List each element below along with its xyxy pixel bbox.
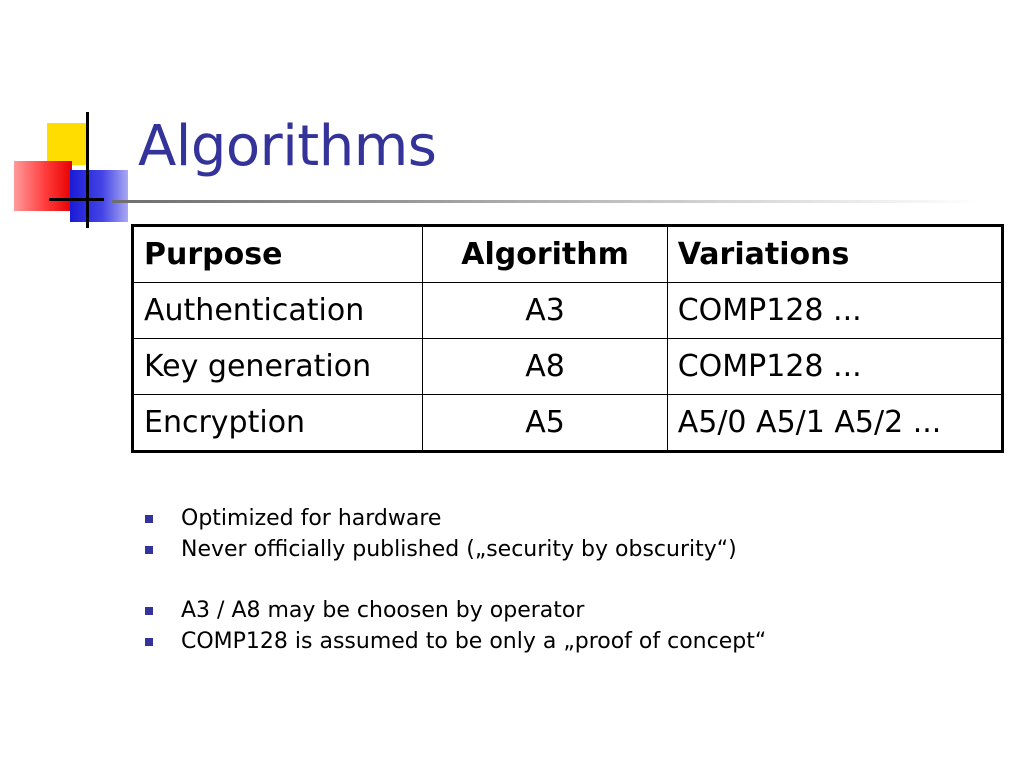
list-item — [144, 503, 1004, 534]
list-item — [144, 534, 1004, 565]
cell-algorithm: A8 — [423, 339, 667, 395]
square-bullet-icon — [145, 515, 153, 523]
algorithms-table — [131, 224, 1004, 453]
horizontal-line-decor — [49, 198, 104, 201]
list-item-text: A3 / A8 may be choosen by operator — [181, 598, 585, 623]
color-squares-logo — [0, 0, 140, 240]
blue-square-decor — [70, 170, 128, 222]
square-bullet-icon — [145, 638, 153, 646]
list-item-text: Never officially published („security by obscurity“) — [181, 537, 737, 562]
slide-title: Algorithms — [138, 114, 437, 179]
header-algorithm: Algorithm — [423, 226, 667, 283]
header-variations: Variations — [667, 226, 1002, 283]
cell-algorithm: A5 — [423, 395, 667, 452]
table-header-row — [133, 226, 1003, 283]
bullet-list — [144, 503, 1004, 657]
yellow-square-decor — [47, 123, 89, 165]
cell-variations: A5/0 A5/1 A5/2 ... — [667, 395, 1002, 452]
list-item — [144, 626, 1004, 657]
header-purpose: Purpose — [133, 226, 423, 283]
table-row — [133, 339, 1003, 395]
cell-purpose: Key generation — [133, 339, 423, 395]
title-underline — [112, 200, 982, 203]
table-row — [133, 395, 1003, 452]
square-bullet-icon — [145, 546, 153, 554]
list-item-text: COMP128 is assumed to be only a „proof of concept“ — [181, 629, 767, 654]
red-square-decor — [14, 161, 72, 211]
cell-algorithm: A3 — [423, 283, 667, 339]
cell-variations: COMP128 ... — [667, 283, 1002, 339]
cell-variations: COMP128 ... — [667, 339, 1002, 395]
vertical-line-decor — [86, 112, 89, 228]
list-item-text: Optimized for hardware — [181, 506, 442, 531]
cell-purpose: Authentication — [133, 283, 423, 339]
square-bullet-icon — [145, 607, 153, 615]
list-item — [144, 595, 1004, 626]
cell-purpose: Encryption — [133, 395, 423, 452]
table-row — [133, 283, 1003, 339]
